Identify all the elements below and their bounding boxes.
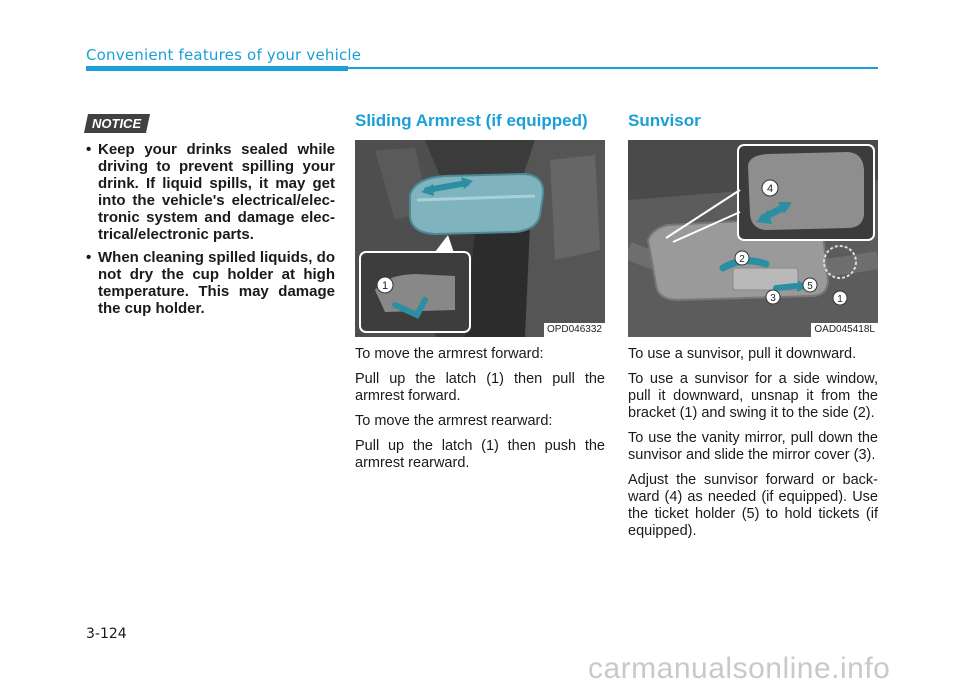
armrest-callout-1: 1 xyxy=(381,280,389,292)
armrest-body-text xyxy=(355,346,605,480)
sunvisor-paragraph: Adjust the sunvisor forward or back-ward (4) as needed (if equipped). Use the ticket holder (5) to hold tickets (if equipped). xyxy=(628,472,878,539)
armrest-section-title: Sliding Armrest (if equipped) xyxy=(355,111,588,130)
sunvisor-callout-5: 5 xyxy=(807,281,813,292)
armrest-figure xyxy=(355,140,605,337)
armrest-paragraph: To move the armrest rearward: xyxy=(355,413,553,429)
armrest-figure-label: OPD046332 xyxy=(544,323,605,337)
sunvisor-paragraph: To use the vanity mirror, pull down the sunvisor and slide the mirror cover (3). xyxy=(628,430,878,463)
sunvisor-callout-4: 4 xyxy=(766,183,774,195)
sunvisor-callout-2: 2 xyxy=(739,254,745,265)
armrest-paragraph: Pull up the latch (1) then pull the armrest forward. xyxy=(355,371,605,404)
armrest-illustration xyxy=(355,140,605,337)
notice-item: • Keep your drinks sealed while driving to prevent spilling your drink. If liquid spills, it may get into the vehicle's electrical/elec-tronic system and damage elec-trical/electronic parts. xyxy=(86,141,335,243)
sunvisor-figure-label: OAD045418L xyxy=(811,323,878,337)
watermark: carmanualsonline.info xyxy=(588,652,891,685)
sunvisor-body-text xyxy=(628,346,878,548)
notice-list xyxy=(86,141,335,323)
sunvisor-figure xyxy=(628,140,878,337)
sunvisor-paragraph: To use a sunvisor for a side window, pull it downward, unsnap it from the bracket (1) and swing it to the side (2). xyxy=(628,371,878,421)
page-number: 3-124 xyxy=(86,626,127,642)
header-rule-thin xyxy=(348,67,878,69)
header-title: Convenient features of your vehicle xyxy=(86,46,362,64)
header-rule-thick xyxy=(86,66,348,71)
sunvisor-callout-1: 1 xyxy=(837,294,843,305)
sunvisor-section-title: Sunvisor xyxy=(628,111,701,130)
armrest-paragraph: To move the armrest forward: xyxy=(355,346,544,362)
sunvisor-illustration xyxy=(628,140,878,337)
sunvisor-callout-3: 3 xyxy=(770,293,776,304)
notice-item: • When cleaning spilled liquids, do not dry the cup holder at high temperature. This may damage the cup holder. xyxy=(86,249,335,317)
armrest-paragraph: Pull up the latch (1) then push the armrest rearward. xyxy=(355,438,605,471)
notice-badge: NOTICE xyxy=(84,114,150,133)
sunvisor-paragraph: To use a sunvisor, pull it downward. xyxy=(628,346,857,362)
